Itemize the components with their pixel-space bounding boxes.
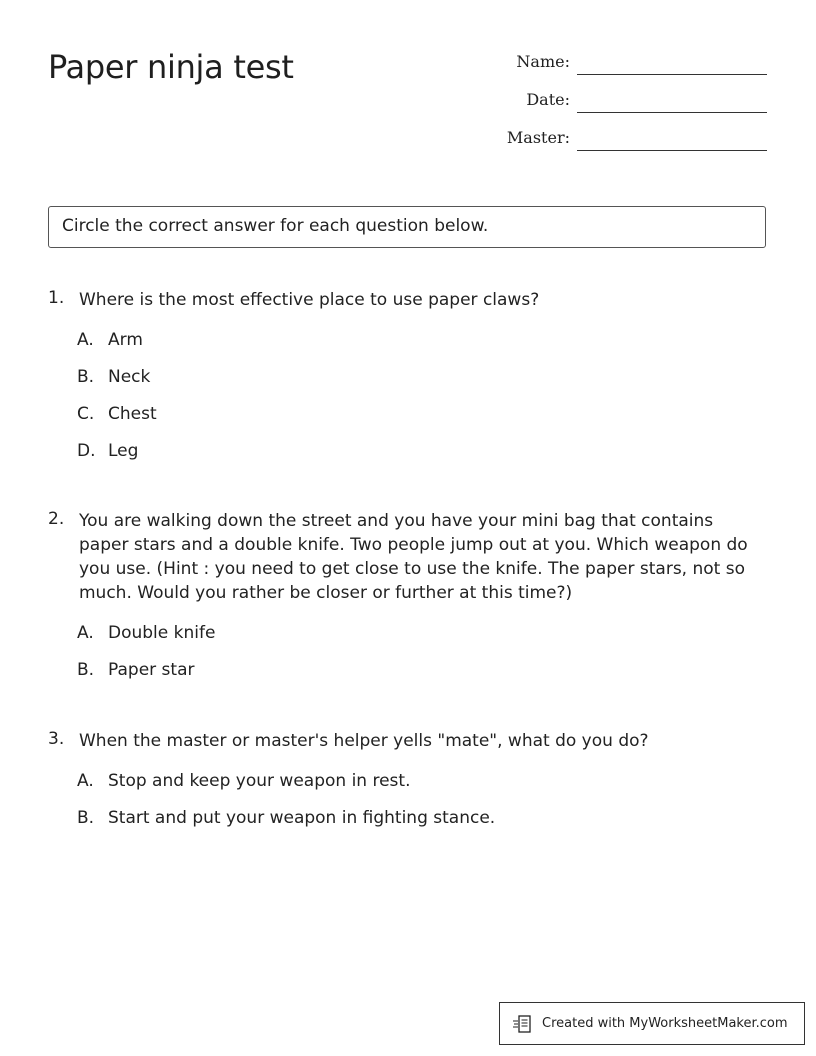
worksheet-maker-logo-icon — [512, 1013, 534, 1035]
question-text: When the master or master's helper yells "mate", what do you do? — [79, 731, 649, 751]
option-letter: A. — [77, 330, 94, 350]
master-field[interactable] — [470, 128, 770, 166]
option-letter: B. — [77, 808, 95, 828]
option-letter: C. — [77, 404, 95, 424]
question-number: 3. — [48, 729, 65, 749]
answer-option[interactable] — [48, 322, 768, 359]
option-letter: D. — [77, 441, 96, 461]
date-label: Date: — [526, 90, 570, 109]
master-label: Master: — [506, 128, 570, 147]
option-letter: A. — [77, 623, 94, 643]
question-text: You are walking down the street and you have your mini bag that contains paper stars and a double knife. Two people jump out at you. Which weapon do you use. (Hint : you need to get close to use the knife. The paper stars, not so much. Would you rather be closer or further at this time?) — [79, 511, 748, 603]
option-text: Neck — [108, 367, 151, 387]
question-number: 2. — [48, 509, 65, 529]
answer-option[interactable] — [48, 433, 768, 470]
option-text: Leg — [108, 441, 139, 461]
master-blank-line[interactable] — [577, 150, 767, 151]
answer-option[interactable] — [48, 800, 768, 837]
answer-option[interactable] — [48, 359, 768, 396]
answer-options — [48, 763, 768, 837]
option-letter: B. — [77, 367, 95, 387]
date-field[interactable] — [470, 90, 770, 128]
option-letter: B. — [77, 660, 95, 680]
answer-options — [48, 615, 768, 689]
option-text: Chest — [108, 404, 157, 424]
question-2 — [48, 509, 768, 689]
question-3 — [48, 729, 768, 837]
answer-option[interactable] — [48, 652, 768, 689]
answer-options — [48, 322, 768, 470]
answer-option[interactable] — [48, 763, 768, 800]
option-text: Start and put your weapon in fighting stance. — [108, 808, 496, 828]
name-label: Name: — [516, 52, 570, 71]
name-field[interactable] — [470, 52, 770, 90]
option-text: Paper star — [108, 660, 195, 680]
myworksheetmaker-badge-link[interactable] — [499, 1002, 805, 1045]
option-text: Double knife — [108, 623, 216, 643]
badge-text: Created with MyWorksheetMaker.com — [542, 1016, 788, 1031]
name-blank-line[interactable] — [577, 74, 767, 75]
instructions-box: Circle the correct answer for each question below. — [48, 206, 766, 248]
question-text: Where is the most effective place to use paper claws? — [79, 290, 540, 310]
worksheet-title: Paper ninja test — [48, 48, 294, 86]
answer-option[interactable] — [48, 615, 768, 652]
question-1 — [48, 288, 768, 470]
question-number: 1. — [48, 288, 65, 308]
option-text: Arm — [108, 330, 143, 350]
option-letter: A. — [77, 771, 94, 791]
option-text: Stop and keep your weapon in rest. — [108, 771, 411, 791]
answer-option[interactable] — [48, 396, 768, 433]
student-info-fields — [470, 52, 770, 166]
date-blank-line[interactable] — [577, 112, 767, 113]
